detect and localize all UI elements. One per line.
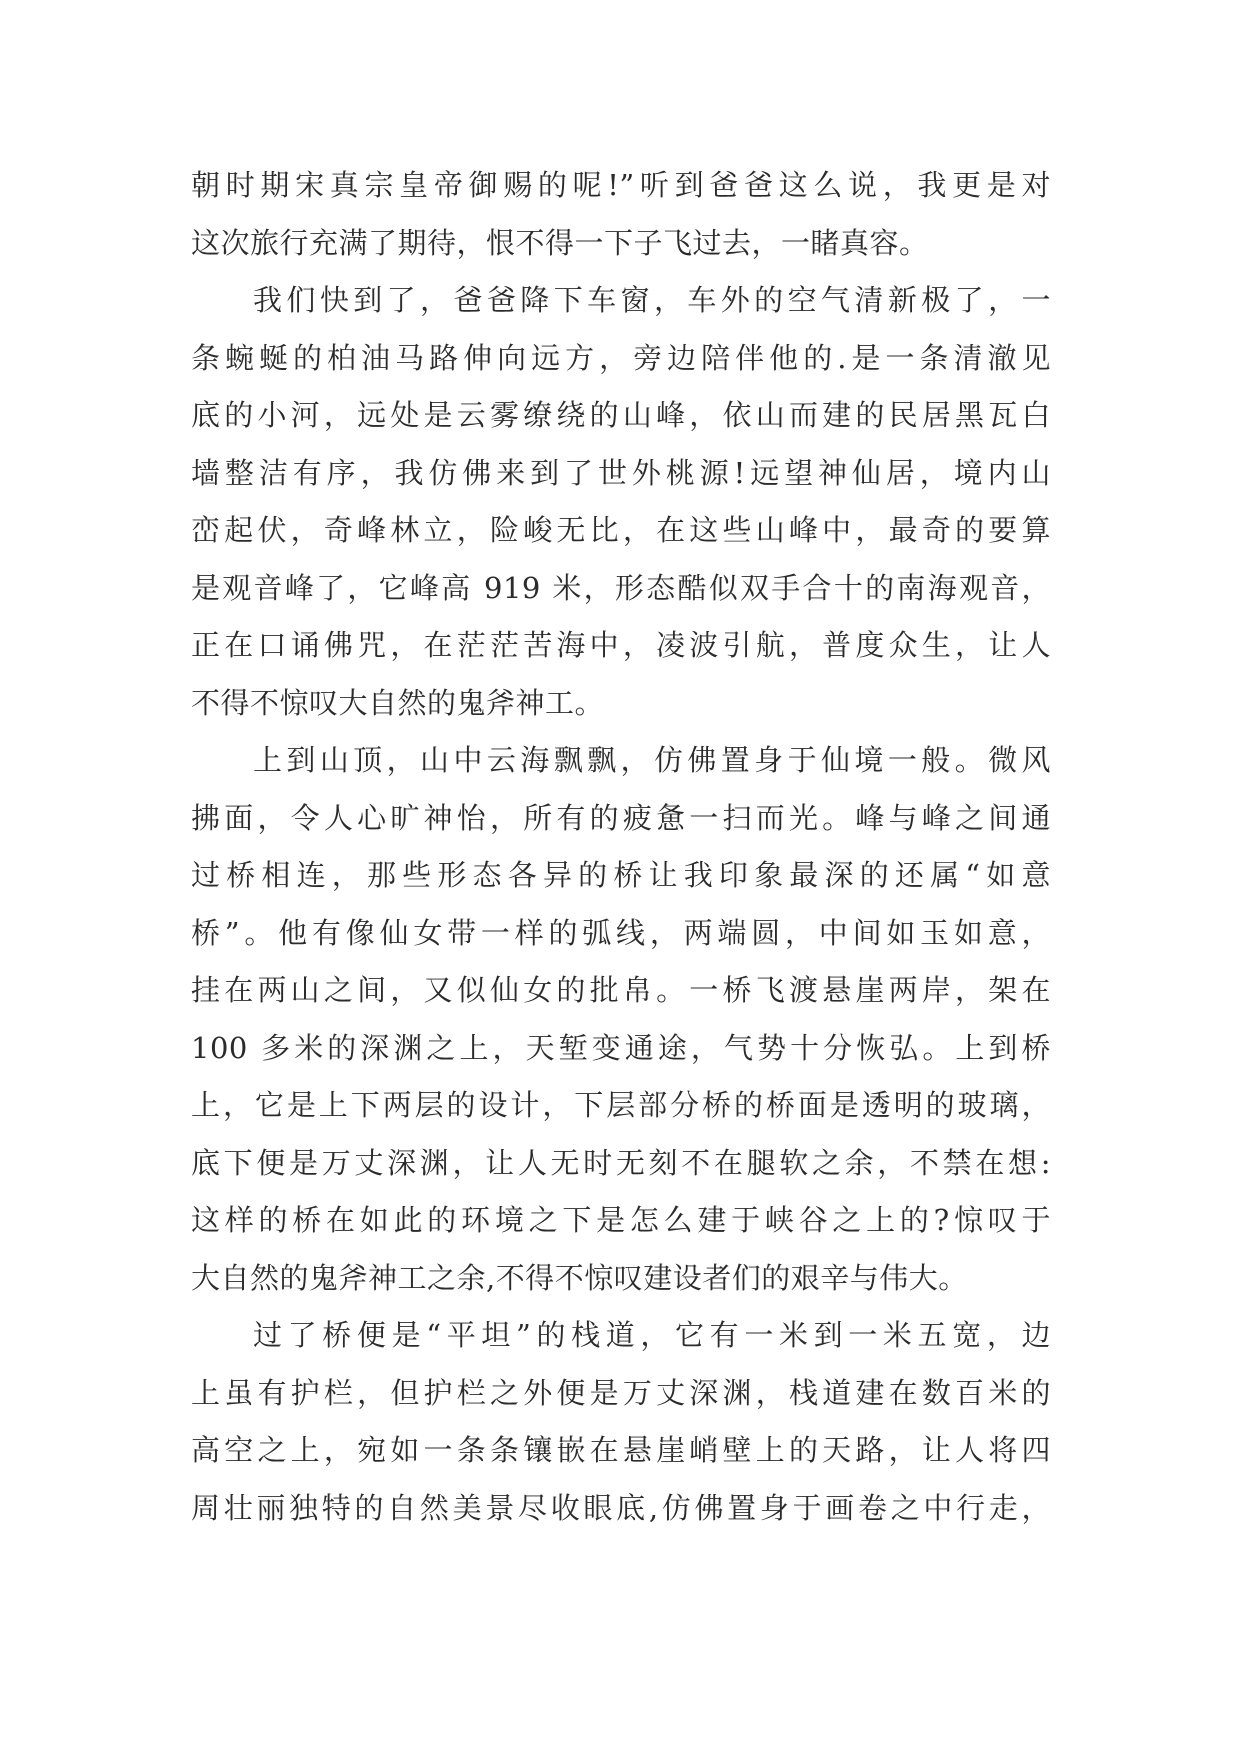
- text-line: 这样的桥在如此的环境之下是怎么建于峡谷之上的?惊叹于: [191, 1203, 1051, 1237]
- text-line: 挂在两山之间，又似仙女的批帛。一桥飞渡悬崖两岸，架在: [191, 973, 1051, 1007]
- text-line: 不得不惊叹大自然的鬼斧神工。: [191, 685, 605, 720]
- text-line: 朝时期宋真宗皇帝御赐的呢!”听到爸爸这么说，我更是对: [191, 168, 1051, 202]
- body-text: [191, 157, 1051, 1537]
- paragraph-first-line: 过了桥便是“平坦”的栈道，它有一米到一米五宽，边: [253, 1318, 1051, 1352]
- text-line: 上，它是上下两层的设计，下层部分桥的桥面是透明的玻璃，: [191, 1088, 1051, 1122]
- text-line: 大自然的鬼斧神工之余,不得不惊叹建设者们的艰辛与伟大。: [191, 1260, 968, 1295]
- text-line: 墙整洁有序，我仿佛来到了世外桃源!远望神仙居，境内山: [191, 455, 1051, 490]
- text-line: 是观音峰了，它峰高 919 米，形态酷似双手合十的南海观音，: [191, 570, 1051, 605]
- text-line: 条蜿蜒的柏油马路伸向远方，旁边陪伴他的.是一条清澈见: [191, 340, 1051, 375]
- text-line: 底下便是万丈深渊，让人无时无刻不在腿软之余，不禁在想:: [191, 1145, 1051, 1180]
- text-line: 高空之上，宛如一条条镶嵌在悬崖峭壁上的天路，让人将四: [191, 1433, 1051, 1467]
- text-line: 100 多米的深渊之上，天堑变通途，气势十分恢弘。上到桥: [191, 1030, 1051, 1065]
- text-line: 过桥相连，那些形态各异的桥让我印象最深的还属“如意: [191, 858, 1051, 892]
- text-line: 拂面，令人心旷神怡，所有的疲惫一扫而光。峰与峰之间通: [191, 800, 1051, 835]
- text-line: 正在口诵佛咒，在茫茫苦海中，凌波引航，普度众生，让人: [191, 628, 1051, 662]
- paragraph-first-line: 上到山顶，山中云海飘飘，仿佛置身于仙境一般。微风: [253, 743, 1051, 777]
- text-line: 峦起伏，奇峰林立，险峻无比，在这些山峰中，最奇的要算: [191, 513, 1051, 547]
- text-line: 桥”。他有像仙女带一样的弧线，两端圆，中间如玉如意，: [191, 915, 1051, 950]
- text-line: 上虽有护栏，但护栏之外便是万丈深渊，栈道建在数百米的: [191, 1375, 1051, 1410]
- text-line: 周壮丽独特的自然美景尽收眼底,仿佛置身于画卷之中行走，: [191, 1490, 1051, 1525]
- text-line: 底的小河，远处是云雾缭绕的山峰，依山而建的民居黑瓦白: [191, 398, 1051, 432]
- paragraph-first-line: 我们快到了，爸爸降下车窗，车外的空气清新极了，一: [253, 283, 1051, 317]
- text-line: 这次旅行充满了期待，恨不得一下子飞过去，一睹真容。: [191, 225, 929, 260]
